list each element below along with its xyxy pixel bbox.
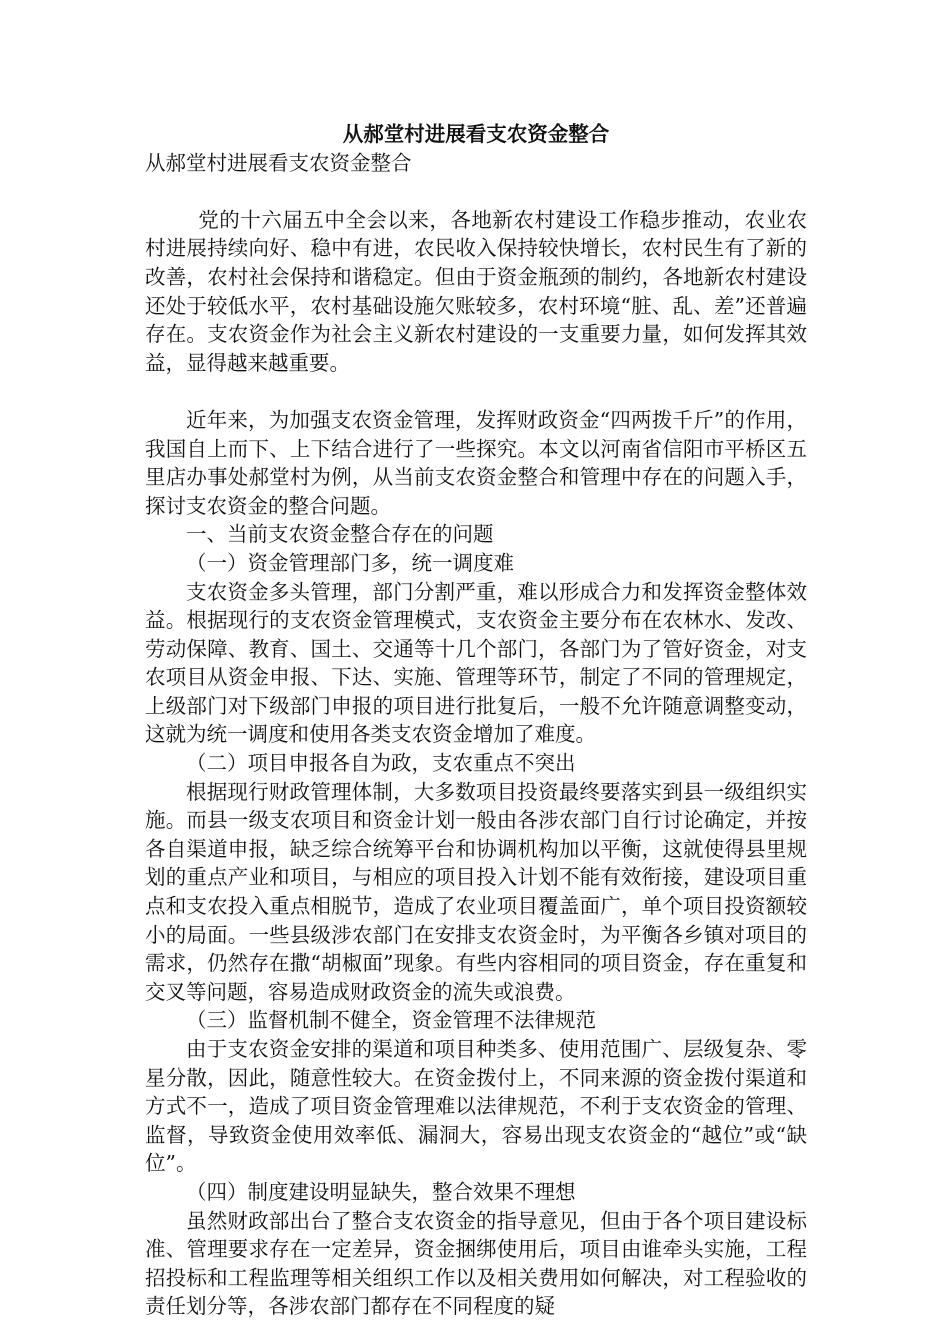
subsection-heading-3: （三）监督机制不健全，资金管理不法律规范	[186, 1008, 596, 1033]
document-body	[145, 120, 807, 1321]
paragraph-body-3: 由于支农资金安排的渠道和项目种类多、使用范围广、层级复杂、零星分散，因此，随意性较大。在资金拨付上，不同来源的资金拨付渠道和方式不一，造成了项目资金管理难以法律规范，不利于支农资金的管理、监督，导致资金使用效率低、漏洞大，容易出现支农资金的“越位”或“缺位”。	[145, 1037, 807, 1176]
subsection-heading-2: （二）项目申报各自为政，支农重点不突出	[186, 751, 576, 776]
blank-line	[145, 177, 807, 206]
paragraph-body-1: 支农资金多头管理，部门分割严重，难以形成合力和发挥资金整体效益。根据现行的支农资金管理模式，支农资金主要分布在农林水、发改、劳动保障、教育、国土、交通等十几个部门，各部门为了管好资金，对支农项目从资金申报、下达、实施、管理等环节，制定了不同的管理规定，上级部门对下级部门申报的项目进行批复后，一般不允许随意调整变动，这就为统一调度和使用各类支农资金增加了难度。	[145, 579, 807, 747]
subsection-heading-1: （一）资金管理部门多，统一调度难	[186, 550, 514, 575]
paragraph-body-4: 虽然财政部出台了整合支农资金的指导意见，但由于各个项目建设标准、管理要求存在一定差异，资金捆绑使用后，项目由谁牵头实施，工程招投标和工程监理等相关组织工作以及相关费用如何解决，对工程验收的责任划分等，各涉农部门都存在不同程度的疑	[145, 1208, 807, 1319]
document-title: 从郝堂村进展看支农资金整合	[342, 122, 610, 146]
blank-line	[145, 377, 807, 406]
paragraph-intro: 党的十六届五中全会以来，各地新农村建设工作稳步推动，农业农村进展持续向好、稳中有进，农民收入保持较快增长，农村民生有了新的改善，农村社会保持和谐稳定。但由于资金瓶颈的制约，各地新农村建设还处于较低水平，农村基础设施欠账较多，农村环境“脏、乱、差”还普遍存在。支农资金作为社会主义新农村建设的一支重要力量，如何发挥其效益，显得越来越重要。	[145, 207, 807, 375]
paragraph-body-2: 根据现行财政管理体制，大多数项目投资最终要落实到县一级组织实施。而县一级支农项目和资金计划一般由各涉农部门自行讨论确定，并按各自渠道申报，缺乏综合统筹平台和协调机构加以平衡，这就使得县里规划的重点产业和项目，与相应的项目投入计划不能有效衔接，建设项目重点和支农投入重点相脱节，造成了农业项目覆盖面广，单个项目投资额较小的局面。一些县级涉农部门在安排支农资金时，为平衡各乡镇对项目的需求，仍然存在撒“胡椒面”现象。有些内容相同的项目资金，存在重复和交叉等问题，容易造成财政资金的流失或浪费。	[145, 779, 807, 1004]
section-heading: 一、当前支农资金整合存在的问题	[186, 522, 494, 547]
paragraph-background: 近年来，为加强支农资金管理，发挥财政资金“四两拨千斤”的作用，我国自上而下、上下结合进行了一些探究。本文以河南省信阳市平桥区五里店办事处郝堂村为例，从当前支农资金整合和管理中存在的问题入手，探讨支农资金的整合问题。	[145, 407, 807, 518]
subsection-heading-4: （四）制度建设明显缺失，整合效果不理想	[186, 1179, 576, 1204]
document-subtitle: 从郝堂村进展看支农资金整合	[145, 150, 412, 175]
